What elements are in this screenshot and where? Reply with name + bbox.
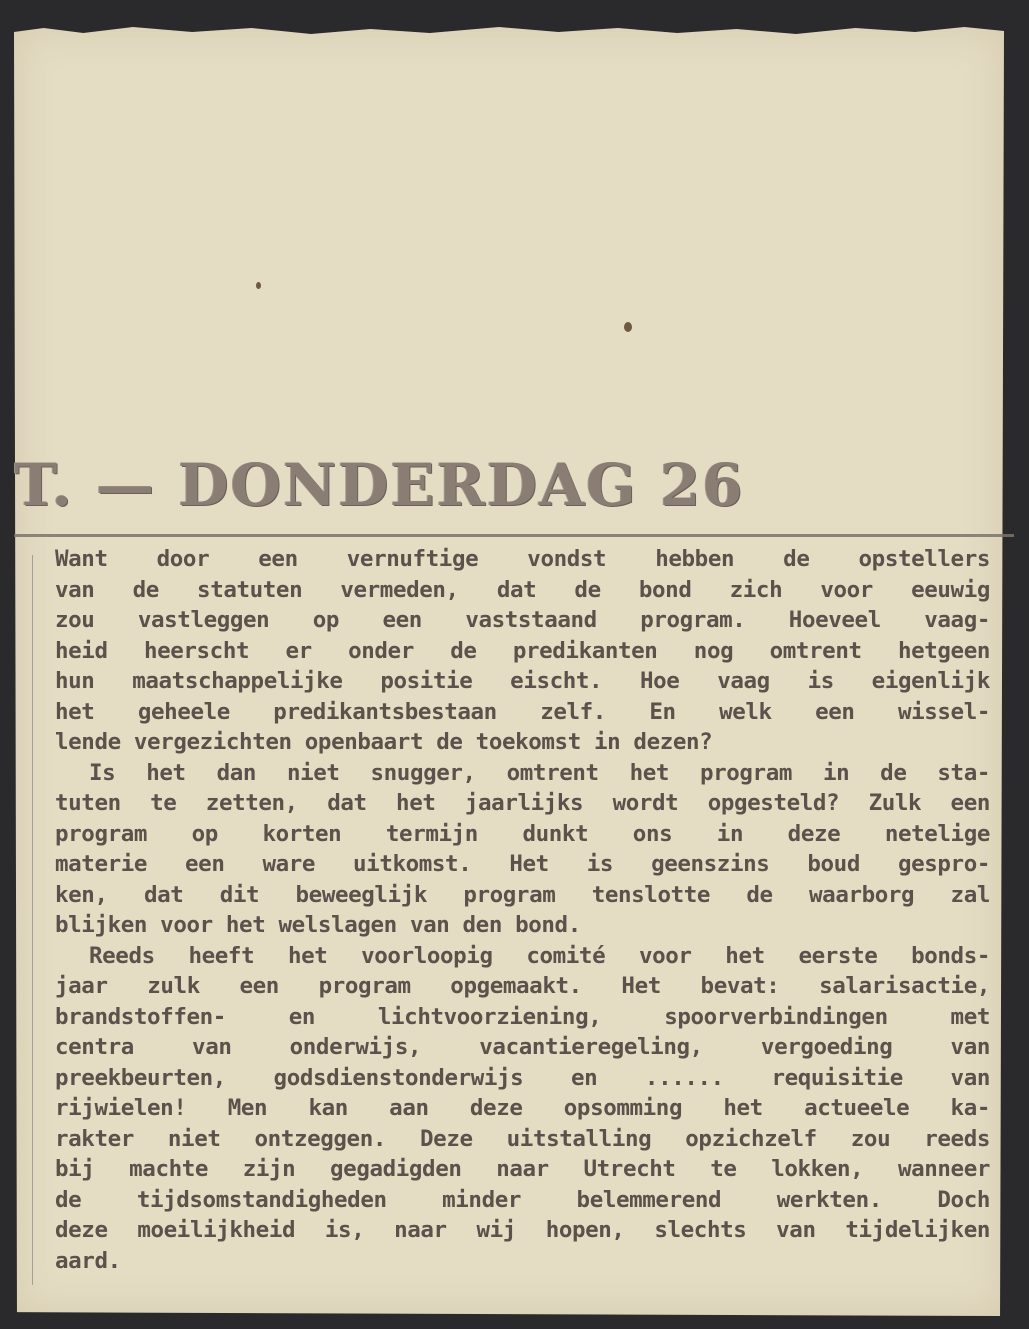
article-line: Want door een vernuftige vondst hebben de opstellers	[55, 546, 990, 572]
article-line: hun maatschappelijke positie eischt. Hoe vaag is eigenlijk	[55, 668, 990, 694]
article-line: heid heerscht er onder de predikanten nog omtrent hetgeen	[55, 637, 990, 664]
column-border	[32, 555, 33, 1285]
paper-speck	[256, 282, 261, 289]
article-line: blijken voor het welslagen van den bond.	[55, 912, 581, 938]
article-line: ken, dat dit beweeglijk program tenslotte de waarborg zal	[55, 881, 990, 908]
article-line: program op korten termijn dunkt ons in deze netelige	[55, 820, 990, 847]
article-line: van de statuten vermeden, dat de bond zich voor eeuwig	[55, 576, 990, 603]
masthead-date-text: T. — DONDERDAG 26	[14, 451, 745, 519]
article-line: materie een ware uitkomst. Het is geenszins boud gespro-	[55, 851, 990, 877]
article-line: het geheele predikantsbestaan zelf. En welk een wissel-	[55, 698, 990, 725]
article-line: jaar zulk een program opgemaakt. Het bevat: salarisactie,	[55, 973, 990, 999]
article-line: Reeds heeft het voorloopig comité voor het eerste bonds-	[89, 942, 990, 969]
article-line: Is het dan niet snugger, omtrent het program in de sta-	[89, 759, 990, 786]
newspaper-masthead	[14, 450, 1004, 520]
article-line: lende vergezichten openbaart de toekomst in dezen?	[55, 729, 713, 755]
article-line: rakter niet ontzeggen. Deze uitstalling opzichzelf zou reeds	[55, 1125, 990, 1152]
article-body	[55, 544, 990, 1294]
article-line: rijwielen! Men kan aan deze opsomming het actueele ka-	[55, 1095, 990, 1121]
masthead-rule	[14, 534, 1014, 537]
article-line: preekbeurten, godsdienstonderwijs en ...... requisitie van	[55, 1064, 990, 1091]
article-line: deze moeilijkheid is, naar wij hopen, slechts van tijdelijken	[55, 1217, 990, 1243]
article-line: zou vastleggen op een vaststaand program. Hoeveel vaag-	[55, 607, 990, 633]
article-line: centra van onderwijs, vacantieregeling, vergoeding van	[55, 1034, 990, 1060]
article-line: bij machte zijn gegadigden naar Utrecht te lokken, wanneer	[55, 1156, 990, 1182]
article-line: tuten te zetten, dat het jaarlijks wordt opgesteld? Zulk een	[55, 790, 990, 816]
article-line: brandstoffen- en lichtvoorziening, spoorverbindingen met	[55, 1003, 990, 1030]
article-line: de tijdsomstandigheden minder belemmerend werkten. Doch	[55, 1186, 990, 1213]
article-line: aard.	[55, 1247, 121, 1274]
paper-speck	[624, 322, 632, 332]
